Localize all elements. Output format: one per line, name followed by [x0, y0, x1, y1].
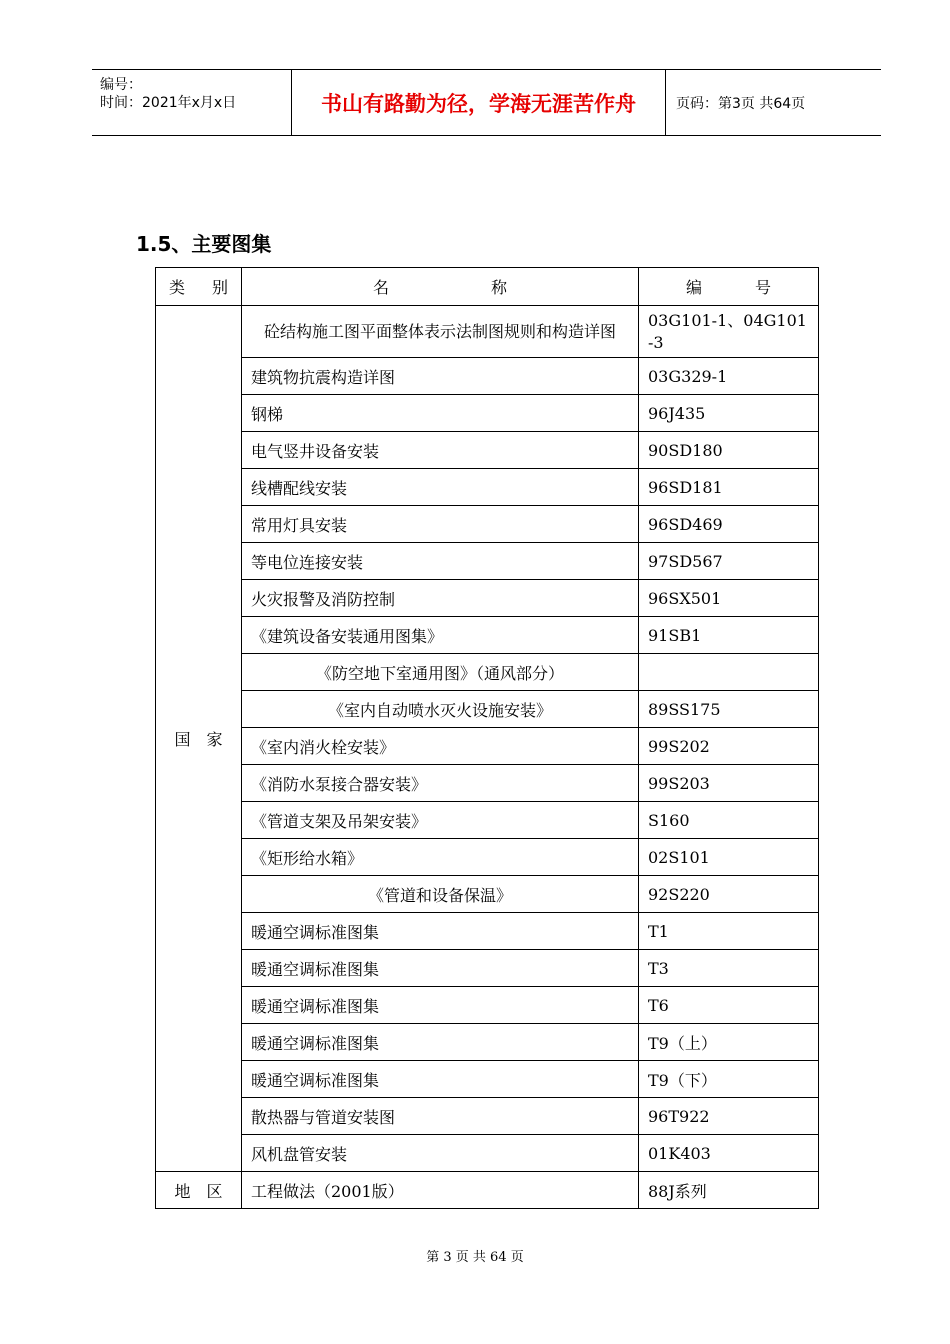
- table-row: [156, 802, 819, 839]
- atlas-name: 建筑物抗震构造详图: [242, 358, 639, 395]
- table-row: [156, 913, 819, 950]
- atlas-code: 02S101: [639, 839, 819, 876]
- table-row: [156, 580, 819, 617]
- doc-number-label: 编号：: [100, 77, 142, 93]
- table-row: [156, 728, 819, 765]
- table-row: [156, 950, 819, 987]
- atlas-name: 《建筑设备安装通用图集》: [242, 617, 639, 654]
- atlas-code: T9（上）: [639, 1024, 819, 1061]
- atlas-name: 等电位连接安装: [242, 543, 639, 580]
- table-row: [156, 395, 819, 432]
- atlas-name: 暖通空调标准图集: [242, 1061, 639, 1098]
- table-row: [156, 765, 819, 802]
- atlas-name: 《矩形给水箱》: [242, 839, 639, 876]
- atlas-code: T6: [639, 987, 819, 1024]
- atlas-name: 暖通空调标准图集: [242, 950, 639, 987]
- atlas-code: 03G329-1: [639, 358, 819, 395]
- table-row: [156, 358, 819, 395]
- table-row: [156, 1098, 819, 1135]
- table-row: [156, 469, 819, 506]
- table-row: [156, 691, 819, 728]
- atlas-name: 线槽配线安装: [242, 469, 639, 506]
- table-row: [156, 839, 819, 876]
- atlas-name: 《消防水泵接合器安装》: [242, 765, 639, 802]
- atlas-name: 暖通空调标准图集: [242, 987, 639, 1024]
- atlas-name: 《管道支架及吊架安装》: [242, 802, 639, 839]
- section-title: 1.5、主要图集: [136, 232, 272, 256]
- atlas-code: 96J435: [639, 395, 819, 432]
- header-meta: [92, 70, 292, 135]
- atlas-code: 99S202: [639, 728, 819, 765]
- table-row: [156, 543, 819, 580]
- atlas-code: [639, 654, 819, 691]
- table-row: [156, 306, 819, 358]
- time-label: 时间：2021年x月x日: [100, 95, 237, 111]
- table-header-row: [156, 268, 819, 306]
- atlas-code: S160: [639, 802, 819, 839]
- atlas-table: [155, 267, 819, 1209]
- atlas-code: T1: [639, 913, 819, 950]
- page-footer: 第 3 页 共 64 页: [426, 1250, 524, 1265]
- atlas-code: 88J系列: [639, 1172, 819, 1209]
- atlas-code: 90SD180: [639, 432, 819, 469]
- atlas-name: 工程做法（2001版）: [242, 1172, 639, 1209]
- atlas-code: 01K403: [639, 1135, 819, 1172]
- atlas-name: 钢梯: [242, 395, 639, 432]
- atlas-name: 风机盘管安装: [242, 1135, 639, 1172]
- table-row: [156, 1172, 819, 1209]
- table-row: [156, 432, 819, 469]
- header-category: 类 别: [156, 268, 242, 306]
- atlas-code: 92S220: [639, 876, 819, 913]
- atlas-name: 电气竖井设备安装: [242, 432, 639, 469]
- atlas-name: 暖通空调标准图集: [242, 913, 639, 950]
- atlas-name: 《防空地下室通用图》（通风部分）: [242, 654, 639, 691]
- header-name: 名 称: [242, 268, 639, 306]
- atlas-name: 砼结构施工图平面整体表示法制图规则和构造详图: [242, 306, 639, 358]
- atlas-code: T9（下）: [639, 1061, 819, 1098]
- table-row: [156, 987, 819, 1024]
- table-row: [156, 1024, 819, 1061]
- atlas-code: 96SD469: [639, 506, 819, 543]
- table-row: [156, 654, 819, 691]
- atlas-name: 《管道和设备保温》: [242, 876, 639, 913]
- atlas-code: T3: [639, 950, 819, 987]
- category-national: 国 家: [156, 306, 242, 1172]
- table-row: [156, 617, 819, 654]
- table-row: [156, 876, 819, 913]
- atlas-code: 89SS175: [639, 691, 819, 728]
- atlas-code: 97SD567: [639, 543, 819, 580]
- atlas-code: 96T922: [639, 1098, 819, 1135]
- category-regional: 地 区: [156, 1172, 242, 1209]
- table-row: [156, 506, 819, 543]
- atlas-code: 99S203: [639, 765, 819, 802]
- atlas-code: 03G101-1、04G101-3: [639, 306, 819, 358]
- header-page-info: 页码：第3页 共64页: [676, 95, 806, 112]
- atlas-name: 火灾报警及消防控制: [242, 580, 639, 617]
- atlas-name: 散热器与管道安装图: [242, 1098, 639, 1135]
- atlas-name: 《室内消火栓安装》: [242, 728, 639, 765]
- table-row: [156, 1135, 819, 1172]
- header-motto: 书山有路勤为径，学海无涯苦作舟: [292, 70, 666, 135]
- atlas-name: 《室内自动喷水灭火设施安装》: [242, 691, 639, 728]
- table-row: [156, 1061, 819, 1098]
- atlas-name: 常用灯具安装: [242, 506, 639, 543]
- atlas-code: 91SB1: [639, 617, 819, 654]
- atlas-code: 96SD181: [639, 469, 819, 506]
- header-code: 编 号: [639, 268, 819, 306]
- atlas-code: 96SX501: [639, 580, 819, 617]
- atlas-name: 暖通空调标准图集: [242, 1024, 639, 1061]
- page-header: [92, 69, 881, 136]
